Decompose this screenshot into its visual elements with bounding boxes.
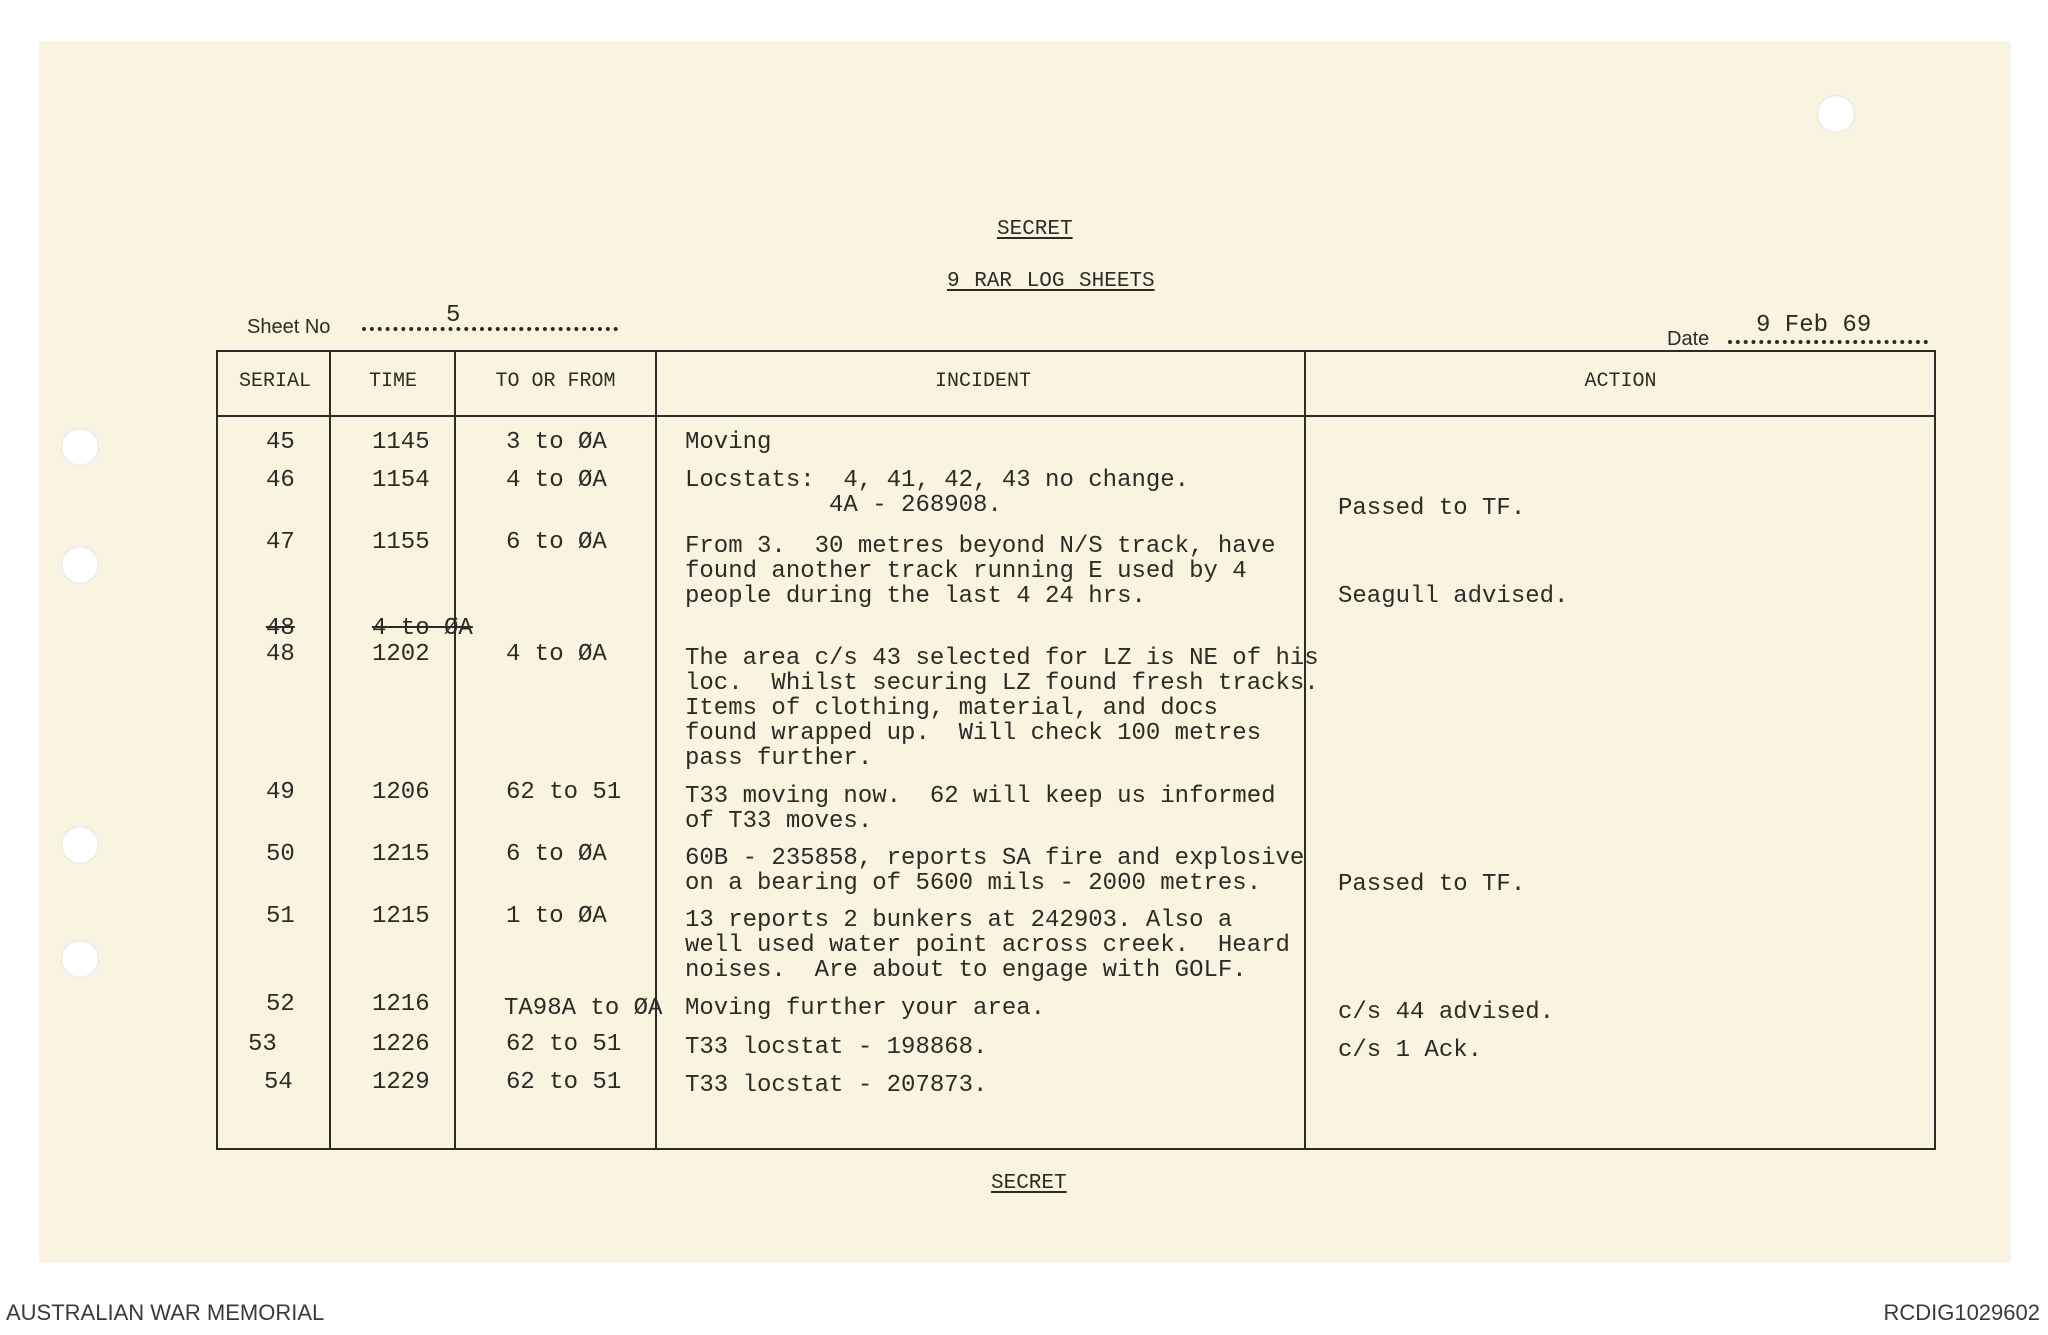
punch-hole (1817, 95, 1855, 133)
column-divider (454, 352, 456, 1148)
table-row-serial: 50 (266, 841, 295, 868)
sheet-number-value: 5 (446, 302, 461, 329)
column-header-incident: INCIDENT (934, 370, 1031, 393)
table-row-serial: 51 (266, 903, 295, 930)
table-row-action: Passed to TF. (1338, 871, 1526, 898)
table-row-to-from: 4 to ØA (506, 641, 607, 668)
document-title: 9 RAR LOG SHEETS (947, 270, 1155, 293)
table-row-action: Seagull advised. (1338, 583, 1569, 610)
table-row-serial-struck: 48 (266, 615, 295, 642)
date-value: 9 Feb 69 (1756, 312, 1872, 339)
table-row-to-from: 1 to ØA (506, 903, 607, 930)
table-row-time: 1145 (372, 429, 430, 456)
table-row-incident: Locstats: 4, 41, 42, 43 no change. 4A - 268908. (685, 467, 1190, 519)
table-row-incident: T33 locstat - 198868. (685, 1034, 988, 1061)
table-row-action: c/s 44 advised. (1338, 999, 1555, 1026)
table-row-to-from: 62 to 51 (506, 1031, 622, 1058)
date-dots (1728, 340, 1928, 344)
punch-hole (61, 428, 99, 466)
table-row-time: 1215 (372, 903, 430, 930)
punch-hole (61, 546, 99, 584)
table-row-serial: 49 (266, 779, 295, 806)
punch-hole (61, 826, 99, 864)
table-row-action: c/s 1 Ack. (1338, 1037, 1483, 1064)
punch-hole (61, 940, 99, 978)
table-row-serial: 45 (266, 429, 295, 456)
archive-reference: RCDIG1029602 (1883, 1300, 2040, 1325)
table-row-to-from: 62 to 51 (506, 779, 622, 806)
table-row-serial: 47 (266, 529, 295, 556)
table-row-serial: 54 (264, 1069, 293, 1096)
sheet-number-label: Sheet No (247, 316, 331, 338)
table-row-incident: From 3. 30 metres beyond N/S track, have found another track running E used by 4 people during the last 4 24 hrs. (685, 533, 1276, 610)
table-row-serial: 46 (266, 467, 295, 494)
table-row-to-from: 4 to ØA (506, 467, 607, 494)
table-row-incident: 60B - 235858, reports SA fire and explosive on a bearing of 5600 mils - 2000 metres. (685, 845, 1305, 897)
column-header-time: TIME (368, 370, 417, 393)
table-row-time: 1216 (372, 991, 430, 1018)
table-row-incident: The area c/s 43 selected for LZ is NE of his loc. Whilst securing LZ found fresh tracks. Items of clothing, material, and docs found wrapped up. Will check 100 metres pass further. (685, 645, 1319, 772)
classification-top: SECRET (997, 218, 1073, 241)
table-row-time: 1206 (372, 779, 430, 806)
header-divider (218, 415, 1934, 417)
table-row-incident: T33 moving now. 62 will keep us informed of T33 moves. (685, 783, 1276, 835)
date-label: Date (1667, 328, 1710, 350)
table-row-action: Passed to TF. (1338, 495, 1526, 522)
classification-bottom: SECRET (991, 1172, 1067, 1195)
table-row-to-from: 3 to ØA (506, 429, 607, 456)
table-row-incident: Moving (685, 429, 772, 456)
table-row-to-from: 6 to ØA (506, 529, 607, 556)
archive-label: AUSTRALIAN WAR MEMORIAL (6, 1300, 325, 1325)
table-row-to-from: TA98A to ØA (504, 995, 663, 1022)
table-row-time: 1155 (372, 529, 430, 556)
table-row-time: 1229 (372, 1069, 430, 1096)
table-row-time: 1215 (372, 841, 430, 868)
column-divider (655, 352, 657, 1148)
table-row-entry-struck: 4 to ØA (372, 615, 473, 642)
log-table (216, 350, 1936, 1150)
table-row-serial: 53 (248, 1031, 277, 1058)
column-header-to-or-from: TO OR FROM (495, 370, 616, 393)
table-row-time: 1202 (372, 641, 430, 668)
table-row-incident: 13 reports 2 bunkers at 242903. Also a well used water point across creek. Heard noises. Are about to engage with GOLF. (685, 907, 1290, 984)
column-header-serial: SERIAL (238, 370, 311, 393)
table-row-serial: 52 (266, 991, 295, 1018)
table-row-incident: T33 locstat - 207873. (685, 1072, 988, 1099)
table-row-incident: Moving further your area. (685, 995, 1046, 1022)
column-divider (329, 352, 331, 1148)
table-row-time: 1154 (372, 467, 430, 494)
column-header-action: ACTION (1584, 370, 1657, 393)
table-row-to-from: 62 to 51 (506, 1069, 622, 1096)
table-row-serial: 48 (266, 641, 295, 668)
table-row-time: 1226 (372, 1031, 430, 1058)
sheet-number-dots (362, 327, 618, 331)
table-row-to-from: 6 to ØA (506, 841, 607, 868)
